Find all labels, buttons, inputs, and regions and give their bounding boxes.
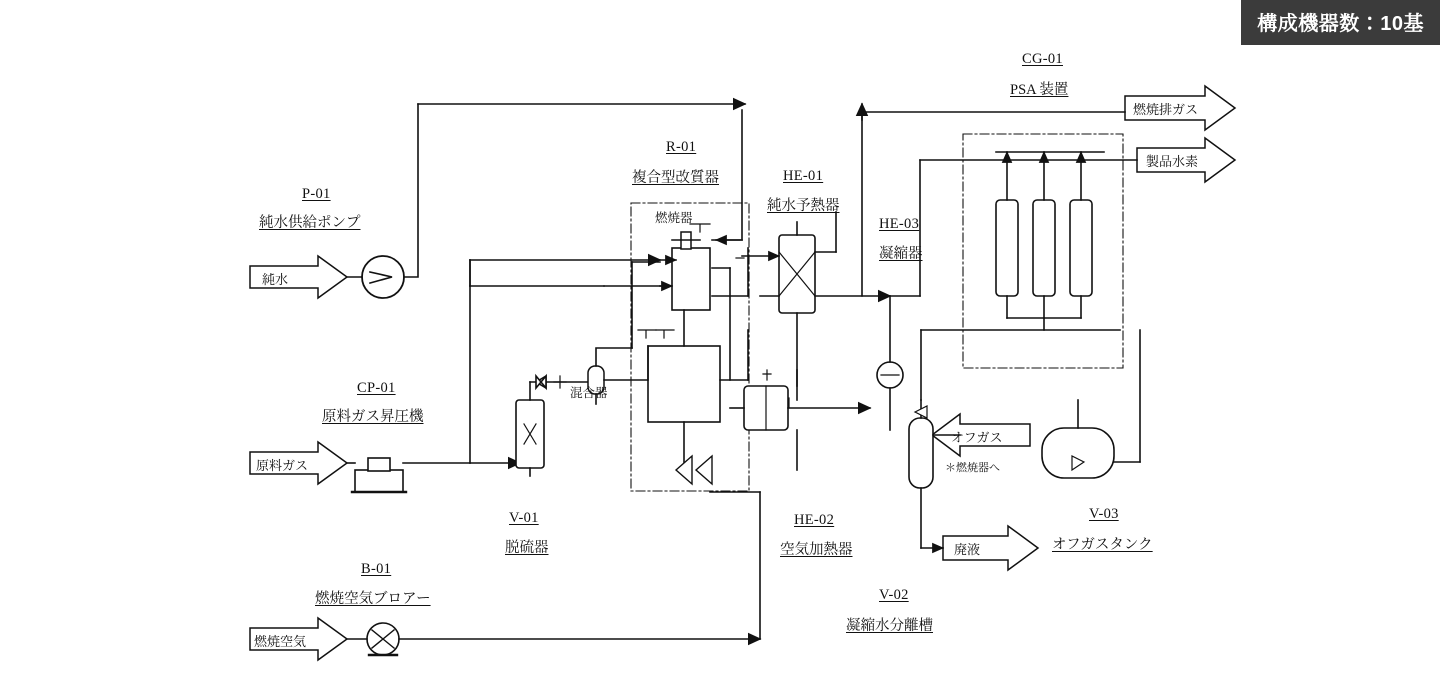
equipment-tag-he01: HE-01 [783, 168, 824, 184]
equipment-tag-cg01: CG-01 [1022, 51, 1063, 67]
equipment-name-v03: オフガスタンク [1052, 537, 1153, 553]
stream-label-flue-gas: 燃焼排ガス [1133, 102, 1199, 117]
equipment-tag-b01: B-01 [361, 561, 392, 577]
equipment-name-v02: 凝縮水分離槽 [846, 618, 933, 634]
equipment-name-r01: 複合型改質器 [632, 170, 719, 186]
equipment-name-he03: 凝縮器 [879, 246, 923, 262]
equipment-tag-he03: HE-03 [879, 216, 920, 232]
equipment-name-he01: 純水予熱器 [767, 198, 840, 214]
inline-label-burner: 燃焼器 [655, 211, 693, 225]
equipment-tag-v03: V-03 [1089, 506, 1119, 522]
stream-label-waste-liquid: 廃液 [954, 542, 981, 557]
stream-label-pure-water: 純水 [262, 272, 289, 287]
equipment-tag-he02: HE-02 [794, 512, 835, 528]
equipment-tag-v02: V-02 [879, 587, 909, 603]
equipment-name-cg01: PSA 装置 [1010, 82, 1069, 98]
equipment-name-v01: 脱硫器 [505, 540, 549, 556]
equipment-tag-p01: P-01 [302, 186, 331, 202]
inline-label-mixer: 混合器 [570, 386, 608, 400]
equipment-tag-r01: R-01 [666, 139, 697, 155]
stream-note-off-gas-to-burner: ＊燃焼器へ [945, 462, 1000, 474]
equipment-name-he02: 空気加熱器 [780, 542, 853, 558]
stream-label-product-hydrogen: 製品水素 [1146, 154, 1199, 169]
equipment-name-b01: 燃焼空気ブロアー [315, 591, 431, 607]
stream-label-feed-gas: 原料ガス [256, 458, 309, 473]
equipment-tag-v01: V-01 [509, 510, 539, 526]
equipment-name-p01: 純水供給ポンプ [259, 215, 361, 231]
equipment-tag-cp01: CP-01 [357, 380, 396, 396]
stream-label-combustion-air: 燃焼空気 [254, 634, 307, 649]
equipment-name-cp01: 原料ガス昇圧機 [322, 409, 424, 425]
equipment-count-badge: 構成機器数：10基 [1241, 0, 1440, 45]
stream-label-off-gas: オフガス [951, 430, 1003, 445]
